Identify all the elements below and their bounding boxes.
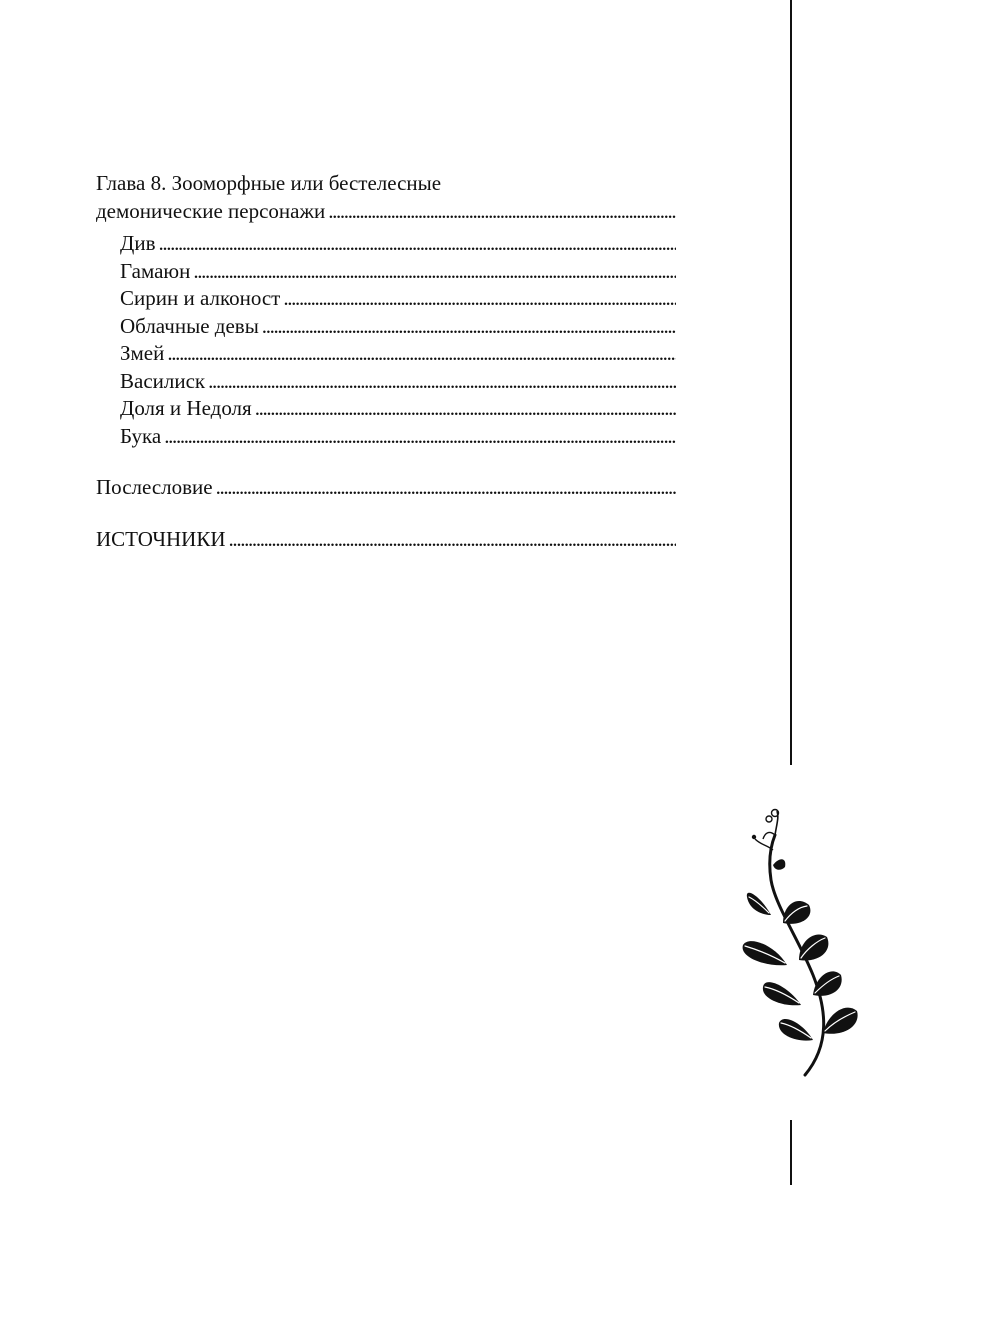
toc-entry-div[interactable] [96,230,676,258]
dot-leader [208,368,676,396]
toc-entry-cloud-maidens[interactable] [96,313,676,341]
toc-entry-label: Послесловие [96,475,213,499]
dot-leader [328,198,676,226]
toc-entry-label: Гамаюн [120,258,191,283]
toc-entry-label: Облачные девы [120,313,259,338]
chapter-8-items [96,230,676,450]
toc-entry-label: Див [120,231,156,255]
toc-entry-dolya[interactable] [96,395,676,423]
vertical-rule-top [790,0,792,765]
dot-leader [283,285,676,313]
dot-leader [193,258,676,286]
toc-entry-zmey[interactable] [96,340,676,368]
dot-leader [229,526,676,554]
leaf-branch-icon [735,805,865,1080]
table-of-contents [96,170,676,553]
dot-leader [167,340,676,368]
toc-entry-label: Василиск [120,368,206,393]
dot-leader [158,230,676,258]
dot-leader [255,395,676,423]
toc-entry-label: Сирин и алконост [120,286,281,310]
chapter-8-title-line2: демонические персонажи [96,198,326,223]
dot-leader [216,474,676,502]
toc-entry-buka[interactable] [96,423,676,451]
toc-entry-gamayun[interactable] [96,258,676,286]
toc-entry-label: Змей [120,341,165,365]
toc-entry-label: Доля и Недоля [120,396,252,420]
vertical-rule-bottom [790,1120,792,1185]
toc-entry-label: ИСТОЧНИКИ [96,526,226,551]
toc-entry-chapter-8[interactable] [96,198,676,226]
dot-leader [164,423,676,451]
dot-leader [262,313,676,341]
chapter-8-title-line1: Глава 8. Зооморфные или бестелесные [96,171,442,195]
toc-entry-sources[interactable] [96,526,676,554]
toc-entry-sirin[interactable] [96,285,676,313]
toc-entry-label: Бука [120,423,162,448]
toc-entry-basilisk[interactable] [96,368,676,396]
toc-entry-afterword[interactable] [96,474,676,502]
